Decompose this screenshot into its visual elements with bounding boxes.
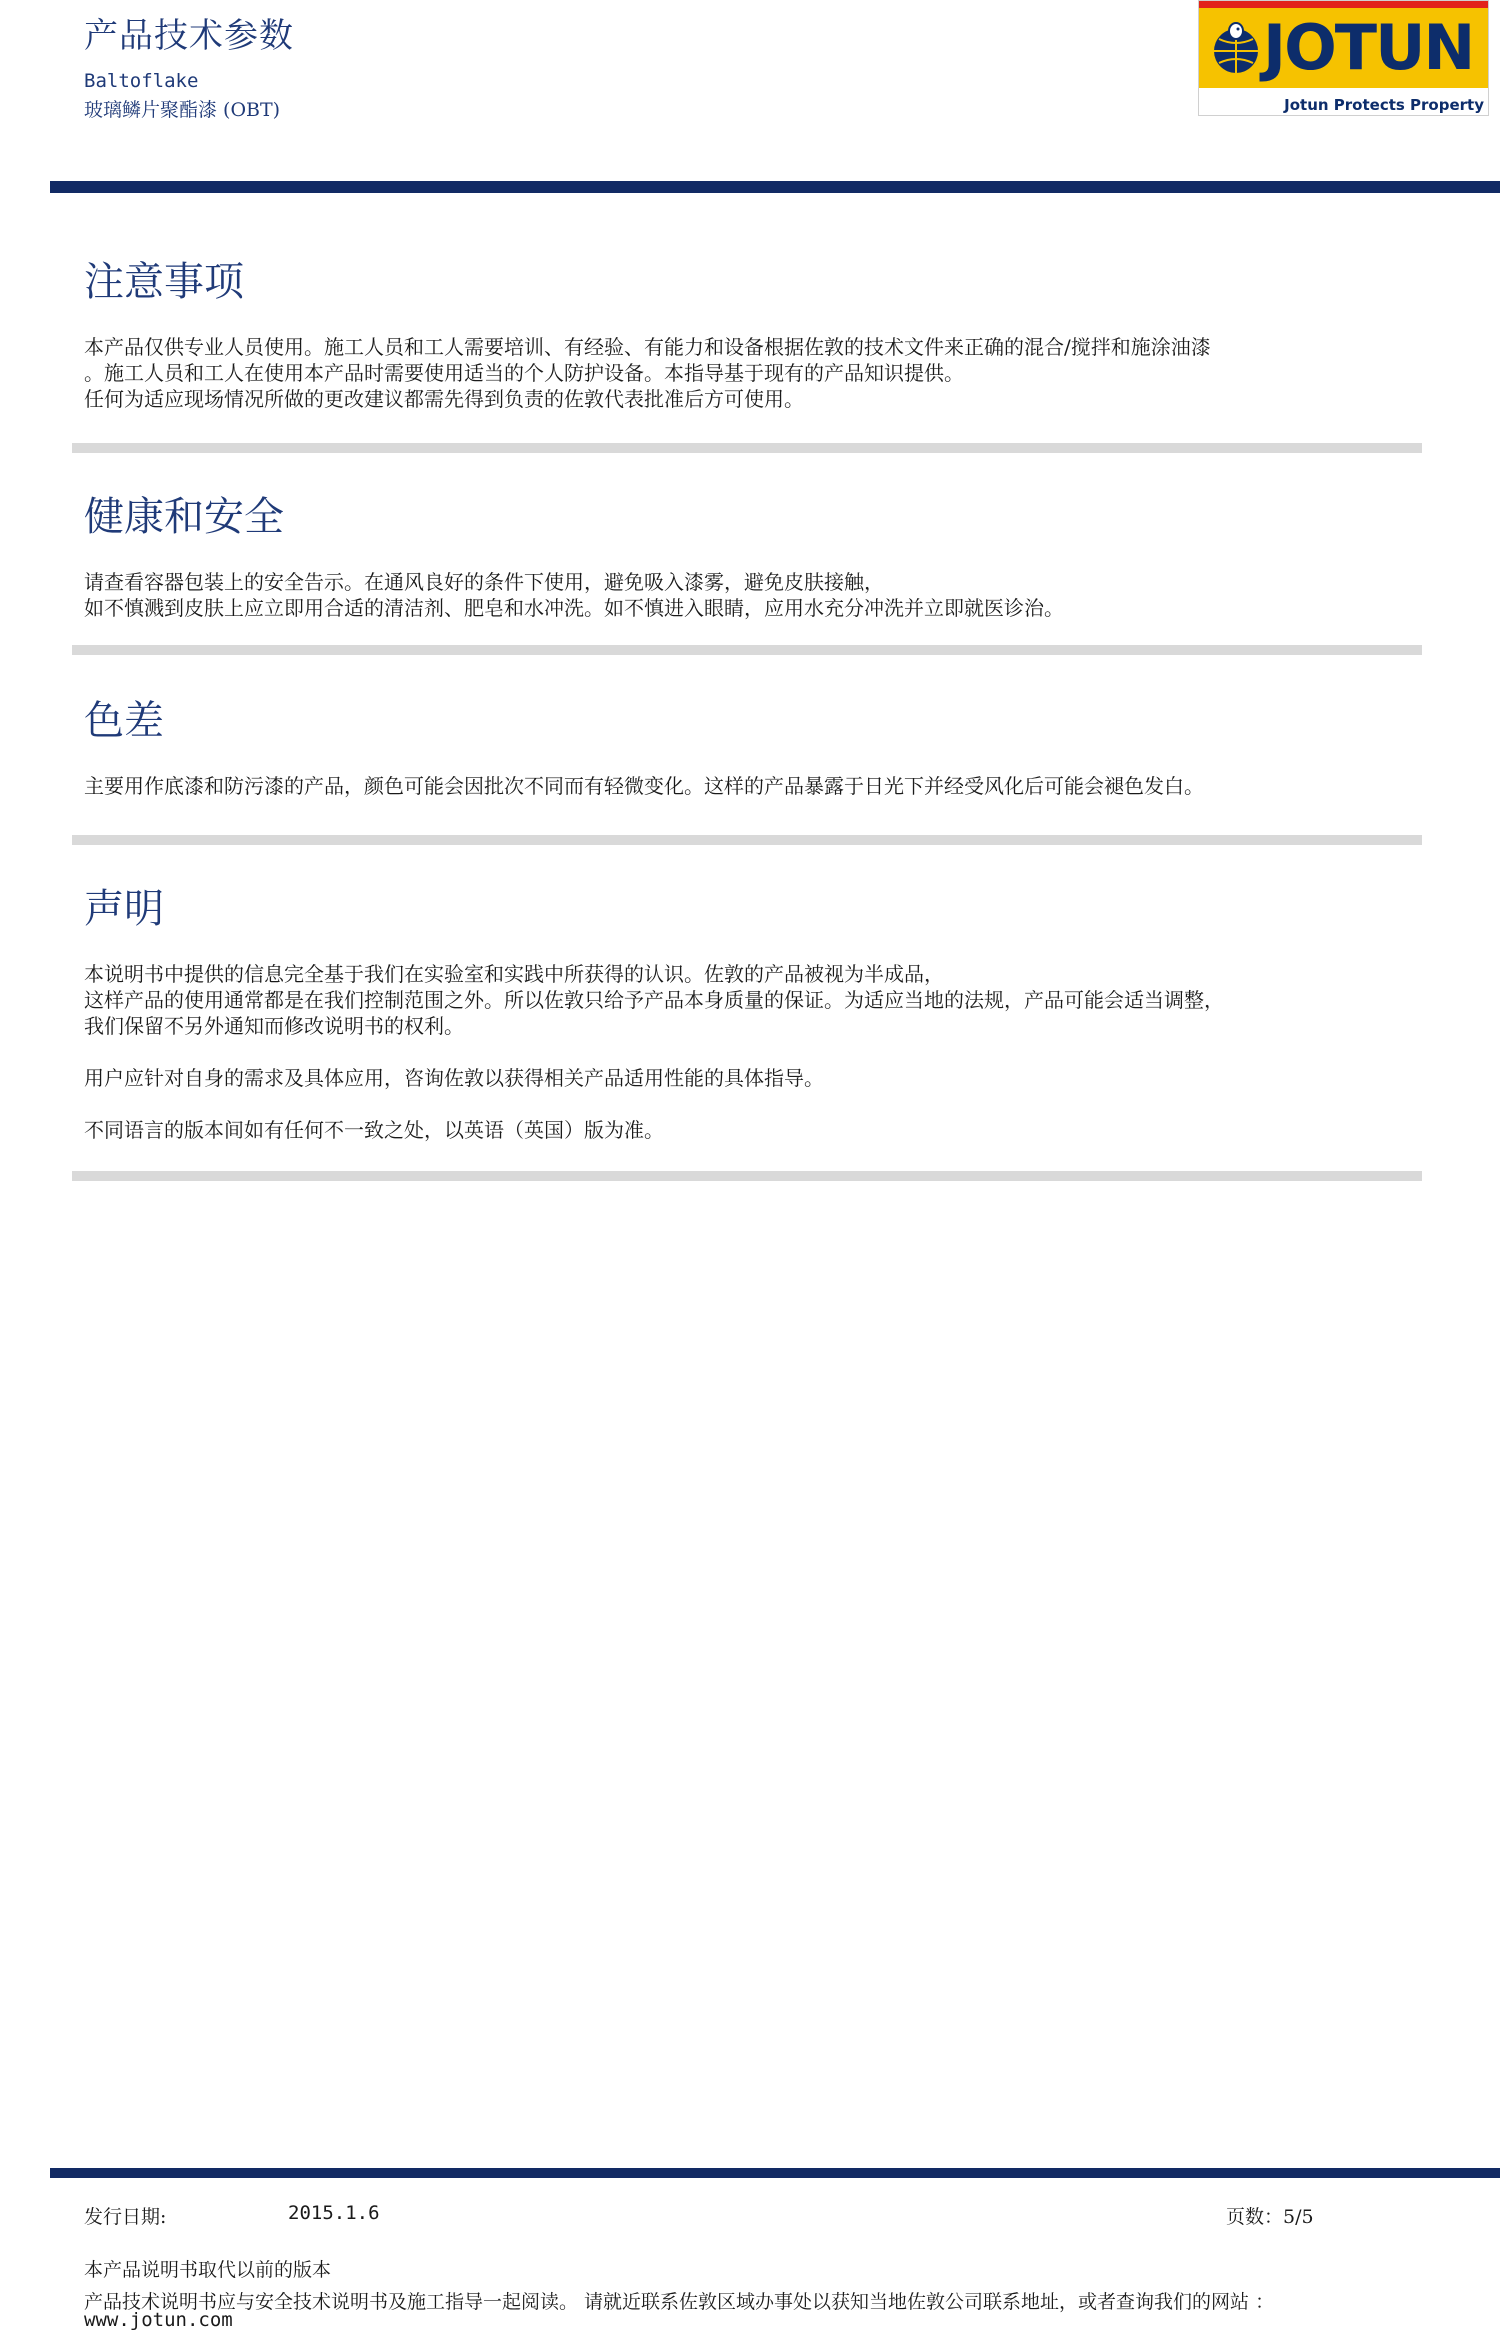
body-line: 本说明书中提供的信息完全基于我们在实验室和实践中所获得的认识。佐敦的产品被视为半成品， [84, 962, 944, 986]
section-title: 注意事项 [84, 259, 244, 305]
body-line: 主要用作底漆和防污漆的产品，颜色可能会因批次不同而有轻微变化。这样的产品暴露于日光下并经受风化后可能会褪色发白。 [84, 774, 1204, 798]
section-divider [72, 443, 1422, 453]
section-title: 色差 [84, 698, 164, 744]
body-paragraph: 不同语言的版本间如有任何不一致之处，以英语（英国）版为准。 [84, 1118, 664, 1142]
body-line: 本产品仅供专业人员使用。施工人员和工人需要培训、有经验、有能力和设备根据佐敦的技术文件来正确的混合/搅拌和施涂油漆 [84, 335, 1211, 359]
read-note: 产品技术说明书应与安全技术说明书及施工指导一起阅读。 请就近联系佐敦区域办事处以获知当地佐敦公司联系地址，或者查询我们的网站 ： [84, 2291, 1275, 2313]
logo-red-band [1199, 1, 1488, 8]
body-line: 。施工人员和工人在使用本产品时需要使用适当的个人防护设备。本指导基于现有的产品知识提供。 [84, 361, 964, 385]
globe-penguin-icon [1209, 19, 1263, 79]
section-body [84, 569, 1414, 621]
section-disclaimer [84, 885, 1414, 1143]
product-name: Baltoflake [84, 70, 199, 92]
jotun-logo [1198, 0, 1489, 116]
header-rule [50, 181, 1500, 193]
section-color-variation [84, 697, 1414, 799]
logo-tagline: Jotun Protects Property [1284, 96, 1484, 114]
section-divider [72, 645, 1422, 655]
website-link[interactable]: www.jotun.com [84, 2309, 233, 2331]
logo-wordmark: JOTUN [1263, 11, 1474, 84]
section-body [84, 773, 1414, 799]
section-body [84, 334, 1414, 412]
section-body [84, 961, 1414, 1143]
issue-date-label: 发行日期: [84, 2206, 167, 2228]
section-divider [72, 1171, 1422, 1181]
section-divider [72, 835, 1422, 845]
section-title: 健康和安全 [84, 494, 284, 540]
supersede-note: 本产品说明书取代以前的版本 [84, 2259, 332, 2281]
body-line: 这样产品的使用通常都是在我们控制范围之外。所以佐敦只给予产品本身质量的保证。为适应当地的法规，产品可能会适当调整， [84, 988, 1224, 1012]
body-line: 任何为适应现场情况所做的更改建议都需先得到负责的佐敦代表批准后方可使用。 [84, 387, 804, 411]
product-subtitle: 玻璃鳞片聚酯漆 (OBT) [84, 99, 281, 121]
body-line: 请查看容器包装上的安全告示。在通风良好的条件下使用，避免吸入漆雾，避免皮肤接触， [84, 570, 884, 594]
page-number: 页数：5/5 [1226, 2206, 1314, 2228]
footer-rule [50, 2168, 1500, 2178]
section-title: 声明 [84, 886, 164, 932]
section-health-safety [84, 493, 1414, 621]
section-precautions [84, 258, 1414, 412]
issue-date-value: 2015.1.6 [288, 2202, 380, 2224]
body-paragraph: 用户应针对自身的需求及具体应用，咨询佐敦以获得相关产品适用性能的具体指导。 [84, 1066, 824, 1090]
body-line: 如不慎溅到皮肤上应立即用合适的清洁剂、肥皂和水冲洗。如不慎进入眼睛，应用水充分冲洗并立即就医诊治。 [84, 596, 1064, 620]
document-title: 产品技术参数 [84, 16, 294, 56]
body-line: 我们保留不另外通知而修改说明书的权利。 [84, 1014, 464, 1038]
